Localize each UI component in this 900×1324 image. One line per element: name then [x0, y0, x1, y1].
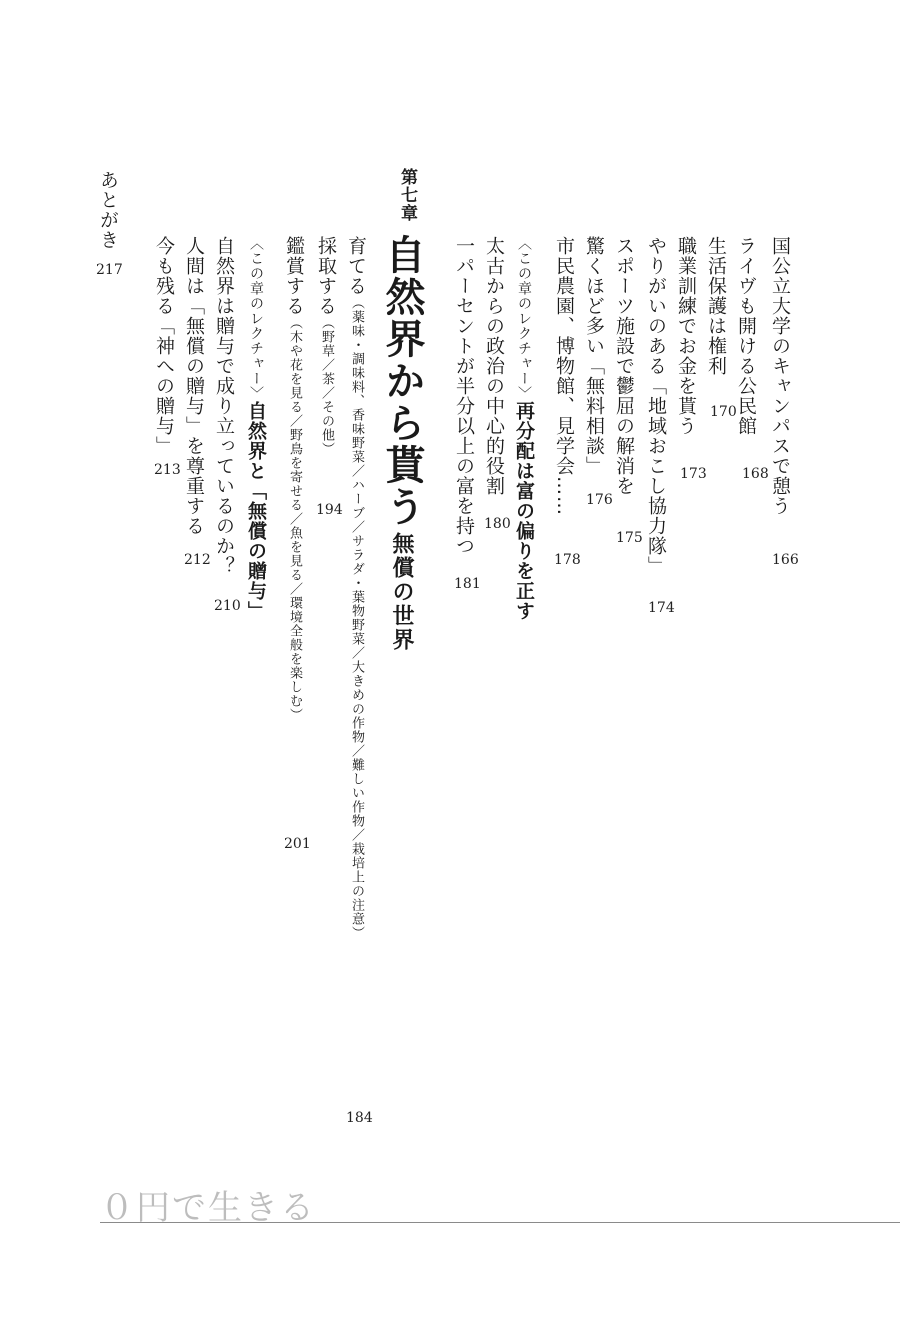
ch7-entry-2 — [316, 236, 335, 456]
ch7-lecture-label: 〈この章のレクチャー〉 — [248, 236, 264, 401]
toc-entry-5-page: 174 — [648, 600, 675, 616]
toc-entry-7-title: 驚くほど多い「無料相談」 — [583, 236, 605, 476]
toc-entry-6-title: スポーツ施設で鬱屈の解消を — [613, 236, 635, 496]
toc-entry-1-title: 国公立大学のキャンパスで憩う — [769, 236, 791, 516]
ch7-entry-1 — [346, 236, 365, 940]
lecture-label: 〈この章のレクチャー〉 — [516, 236, 532, 401]
toc-entry-8-title: 市民農園、博物館、見学会…… — [553, 236, 575, 516]
chapter-title: 自然界から貰う — [379, 234, 425, 528]
ch7-entry-2-page: 194 — [316, 502, 343, 518]
toc-entry-2-title: ライヴも開ける公民館 — [735, 236, 757, 436]
toc-entry-4-title: 職業訓練でお金を貰う — [675, 236, 697, 436]
ch7-entry-7-title: 今も残る「神への贈与」 — [153, 236, 175, 456]
ch7-entry-6-page: 212 — [184, 552, 211, 568]
ch7-entry-3-detail: （木や花を見る／野鳥を寄せる／魚を見る／環境全般を楽しむ） — [287, 316, 302, 722]
toc-entry-3-page: 170 — [710, 404, 737, 420]
ch7-entry-1-page: 184 — [346, 1110, 373, 1126]
toc-entry-10-page: 180 — [484, 516, 511, 532]
chapter-subtitle: 無償の世界 — [389, 532, 414, 652]
toc-entry-11-title: 一パーセントが半分以上の富を持つ — [453, 236, 475, 556]
toc-entry-9-lecture — [514, 236, 533, 621]
ch7-entry-5-title: 自然界は贈与で成り立っているのか？ — [213, 236, 235, 576]
ch7-entry-7-page: 213 — [154, 462, 181, 478]
ch7-entry-4-lecture — [246, 236, 265, 621]
toc-entry-5-title: やりがいのある「地域おこし協力隊」 — [645, 236, 667, 576]
ch7-entry-2-detail: （野草／茶／その他） — [319, 316, 334, 456]
toc-entry-11-page: 181 — [454, 576, 481, 592]
ch7-entry-3-page: 201 — [284, 836, 311, 852]
book-title: ０円で生きる — [100, 1188, 316, 1228]
toc-entry-7-page: 176 — [586, 492, 613, 508]
toc-entry-4-page: 173 — [680, 466, 707, 482]
ch7-entry-5-page: 210 — [214, 598, 241, 614]
afterword-title: あとがき — [97, 170, 119, 250]
footer-divider — [100, 1222, 900, 1223]
toc-entry-2-page: 168 — [742, 466, 769, 482]
ch7-entry-3-title: 鑑賞する — [283, 236, 305, 316]
toc-entry-6-page: 175 — [616, 530, 643, 546]
toc-entry-1-page: 166 — [772, 552, 799, 568]
afterword-page: 217 — [96, 262, 123, 278]
toc-entry-10-title: 太古からの政治の中心的役割 — [483, 236, 505, 496]
ch7-entry-1-title: 育てる — [345, 236, 367, 296]
chapter-label: 第七章 — [397, 168, 417, 222]
ch7-entry-1-detail: （薬味・調味料、香味野菜／ハーブ／サラダ・葉物野菜／大きめの作物／難しい作物／栽培上の注意） — [349, 296, 364, 940]
ch7-entry-2-title: 採取する — [315, 236, 337, 316]
toc-entry-8-page: 178 — [554, 552, 581, 568]
toc-entry-3-title: 生活保護は権利 — [705, 236, 727, 376]
ch7-entry-3 — [284, 236, 303, 722]
lecture-title: 再分配は富の偏りを正す — [513, 401, 535, 621]
ch7-lecture-title: 自然界と「無償の贈与」 — [245, 401, 267, 621]
ch7-entry-6-title: 人間は「無償の贈与」を尊重する — [183, 236, 205, 536]
